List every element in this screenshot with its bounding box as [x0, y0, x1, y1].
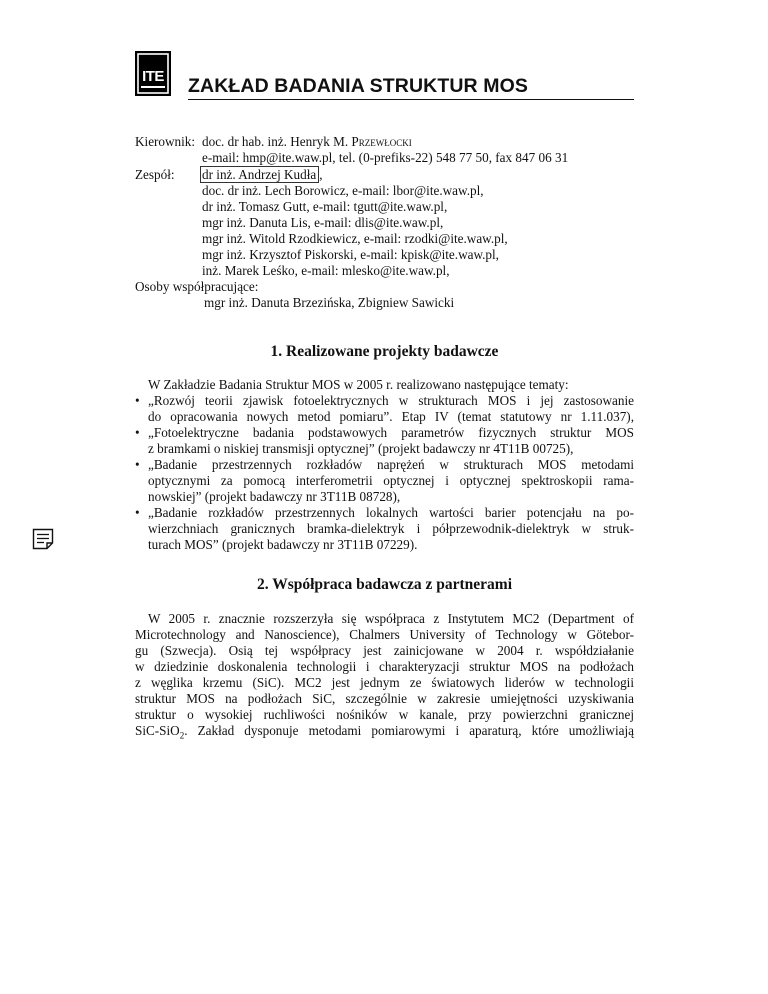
bullet: • [135, 425, 140, 440]
team-member: dr inż. Andrzej Kudła , [202, 167, 323, 182]
paragraph-line: SiC-SiO$_2$ . Zakład dysponuje metodami pomiarowymi i aparaturą, które umożliwiają [135, 723, 634, 741]
list-item-line: optycznymi za pomocą interferometrii optycznej i optycznej spektroskopii rama- [148, 473, 634, 488]
list-item-line: wierzchniach granicznych bramka-dielektryk i półprzewodnik-dielektryk w struk- [148, 521, 634, 536]
team-member: mgr inż. Danuta Lis, e-mail: dlis@ite.waw.pl, [202, 215, 444, 230]
ite-logo-text: ITE [142, 68, 164, 85]
bullet: • [135, 393, 140, 408]
page-title: ZAKŁAD BADANIA STRUKTUR MOS [188, 75, 528, 97]
title-underline [188, 99, 634, 100]
list-item-line: „Badanie przestrzennych rozkładów naprężeń w strukturach MOS metodami [148, 457, 634, 472]
paragraph-line: Microtechnology and Nanoscience), Chalmers University of Technology w Götebor- [135, 627, 634, 642]
team-member: mgr inż. Witold Rzodkiewicz, e-mail: rzodki@ite.waw.pl, [202, 231, 508, 246]
list-item-line: „Rozwój teorii zjawisk fotoelektrycznych w strukturach MOS i jej zastosowanie [148, 393, 634, 408]
section-intro: W Zakładzie Badania Struktur MOS w 2005 r. realizowano następujące tematy: [148, 377, 569, 392]
team-member: dr inż. Tomasz Gutt, e-mail: tgutt@ite.waw.pl, [202, 199, 448, 214]
paragraph-line: w dziedzinie doskonalenia technologii i charakteryzacji struktur MOS na podłożach [135, 659, 634, 674]
head-name: doc. dr hab. inż. Henryk M. Przewłocki [202, 134, 412, 149]
section-heading: 1. Realizowane projekty badawcze [270, 343, 499, 360]
paragraph-line: z węglika krzemu (SiC). MC2 jest jednym ze światowych liderów w technologii [135, 675, 634, 690]
note-icon[interactable] [31, 527, 55, 551]
cooperating-label: Osoby współpracujące: [135, 279, 259, 294]
head-contact: e-mail: hmp@ite.waw.pl, tel. (0-prefiks-22) 548 77 50, fax 847 06 31 [202, 150, 569, 165]
team-label: Zespół: [135, 167, 175, 182]
cooperating-members: mgr inż. Danuta Brzezińska, Zbigniew Sawicki [204, 295, 455, 310]
team-member: inż. Marek Leśko, e-mail: mlesko@ite.waw.pl, [202, 263, 450, 278]
section-heading: 2. Współpraca badawcza z partnerami [256, 576, 513, 593]
list-item-line: „Fotoelektryczne badania podstawowych parametrów fizycznych struktur MOS [148, 425, 634, 440]
list-item-line: turach MOS” (projekt badawczy nr 3T11B 07229). [148, 537, 418, 552]
head-label: Kierownik: [135, 134, 196, 149]
team-member: mgr inż. Krzysztof Piskorski, e-mail: kpisk@ite.waw.pl, [202, 247, 499, 262]
ite-logo [135, 51, 171, 96]
bullet: • [135, 457, 140, 472]
paragraph-line: W 2005 r. znacznie rozszerzyła się współpraca z Instytutem MC2 (Department of [148, 611, 634, 626]
list-item-line: nowskiej” (projekt badawczy nr 3T11B 08728), [148, 489, 401, 504]
paragraph-line: struktur MOS na podłożach SiC, szczególnie w zakresie umiejętności uzyskiwania [135, 691, 634, 706]
list-item-line: z bramkami o niskiej transmisji optycznej” (projekt badawczy nr 4T11B 00725), [148, 441, 574, 456]
bullet: • [135, 505, 140, 520]
paragraph-line: gu (Szwecja). Osią tej współpracy jest zainicjowane w 2004 r. współdziałanie [135, 643, 634, 658]
selected-team-member[interactable]: dr inż. Andrzej Kudła [200, 166, 319, 183]
list-item-line: „Badanie rozkładów przestrzennych lokalnych wartości barier potencjału na po- [148, 505, 634, 520]
list-item-line: do opracowania nowych metod pomiaru”. Etap IV (temat statutowy nr 1.11.037), [148, 409, 634, 424]
paragraph-line: struktur o wysokiej ruchliwości nośników w kanale, przy powierzchni granicznej [135, 707, 634, 722]
team-member: doc. dr inż. Lech Borowicz, e-mail: lbor@ite.waw.pl, [202, 183, 484, 198]
